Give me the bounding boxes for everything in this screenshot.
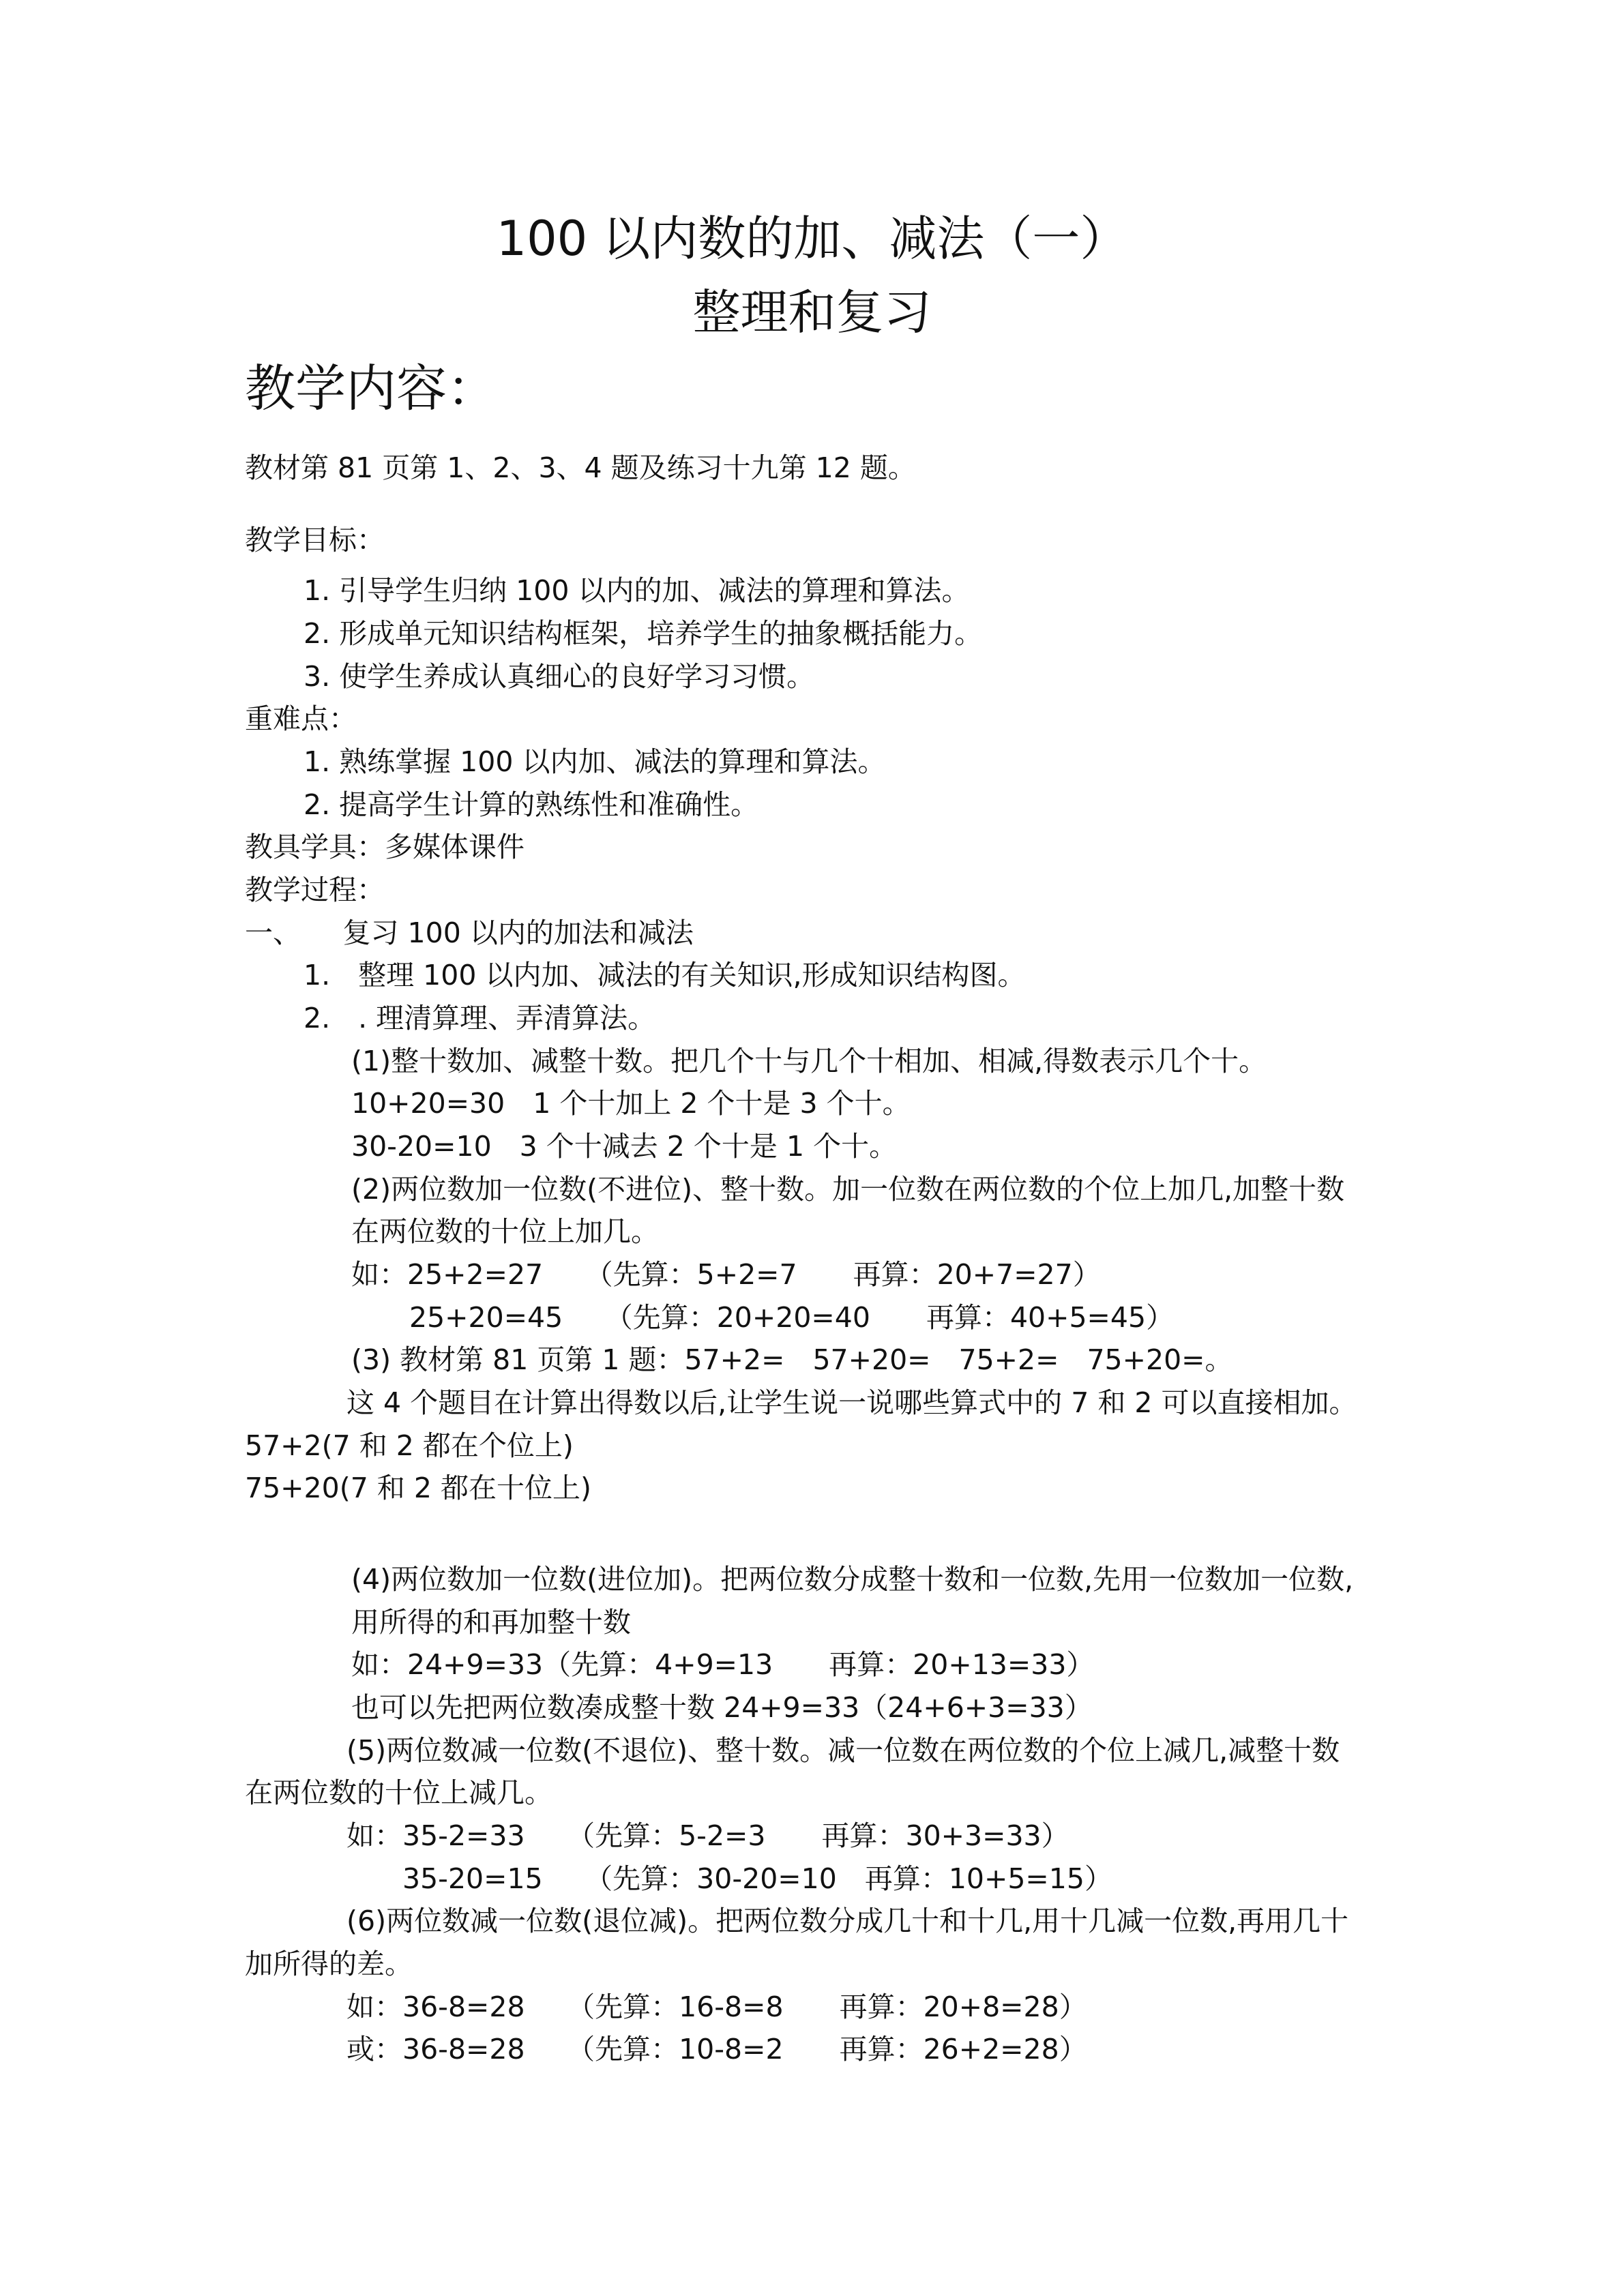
section-heading: 教学内容：: [245, 359, 497, 418]
text-line: (1)整十数加、减整十数。把几个十与几个十相加、相减,得数表示几个十。: [351, 1045, 1267, 1077]
text-line: 如：36-8=28 （先算：16-8=8 再算：20+8=28）: [346, 1991, 1087, 2023]
text-line: 35-20=15 （先算：30-20=10 再算：10+5=15）: [402, 1862, 1112, 1895]
text-line: (4)两位数加一位数(进位加)。把两位数分成整十数和一位数,先用一位数加一位数,: [351, 1563, 1354, 1596]
text-line: (2)两位数加一位数(不进位)、整十数。加一位数在两位数的个位上加几,加整十数: [351, 1173, 1345, 1206]
text-line: 也可以先把两位数凑成整十数 24+9=33（24+6+3=33）: [351, 1691, 1093, 1724]
text-line: 1. 整理 100 以内加、减法的有关知识,形成知识结构图。: [304, 959, 1026, 992]
text-line: 这 4 个题目在计算出得数以后,让学生说一说哪些算式中的 7 和 2 可以直接相加。: [346, 1386, 1357, 1419]
text-line: (5)两位数减一位数(不退位)、整十数。减一位数在两位数的个位上减几,减整十数: [346, 1734, 1340, 1767]
text-line: 2. . 理清算理、弄清算法。: [304, 1002, 656, 1034]
text-line: 3. 使学生养成认真细心的良好学习习惯。: [304, 660, 815, 693]
text-line: 25+20=45 （先算：20+20=40 再算：40+5=45）: [409, 1301, 1175, 1334]
text-line: 10+20=30 1 个十加上 2 个十是 3 个十。: [351, 1087, 911, 1120]
text-line: 或：36-8=28 （先算：10-8=2 再算：26+2=28）: [346, 2033, 1087, 2066]
text-line: 重难点：: [245, 702, 357, 735]
text-line: 如：35-2=33 （先算：5-2=3 再算：30+3=33）: [346, 1819, 1069, 1852]
text-line: 如：25+2=27 （先算：5+2=7 再算：20+7=27）: [351, 1258, 1101, 1291]
text-line: 在两位数的十位上加几。: [351, 1215, 659, 1248]
text-line: 57+2(7 和 2 都在个位上): [245, 1429, 574, 1462]
text-line: 用所得的和再加整十数: [351, 1606, 631, 1639]
text-line: 1. 熟练掌握 100 以内加、减法的算理和算法。: [304, 745, 886, 778]
text-line: 教学过程：: [245, 874, 385, 906]
text-line: 1. 引导学生归纳 100 以内的加、减法的算理和算法。: [304, 574, 970, 607]
text-line: (3) 教材第 81 页第 1 题：57+2= 57+20= 75+2= 75+20=。: [351, 1343, 1233, 1376]
text-line: (6)两位数减一位数(退位减)。把两位数分成几十和十几,用十几减一位数,再用几十: [346, 1905, 1349, 1937]
text-line: 在两位数的十位上减几。: [245, 1776, 552, 1809]
text-line: 75+20(7 和 2 都在十位上): [245, 1472, 591, 1504]
text-line: 如：24+9=33（先算：4+9=13 再算：20+13=33）: [351, 1648, 1095, 1681]
text-line: 2. 提高学生计算的熟练性和准确性。: [304, 788, 759, 821]
doc-title: 100 以内数的加、减法（一）: [496, 211, 1128, 267]
text-line: 加所得的差。: [245, 1948, 413, 1980]
text-line: 教材第 81 页第 1、2、3、4 题及练习十九第 12 题。: [245, 451, 916, 484]
text-line: 教具学具：多媒体课件: [245, 831, 525, 863]
text-line: 教学目标：: [245, 524, 385, 556]
text-line: 30-20=10 3 个十减去 2 个十是 1 个十。: [351, 1130, 898, 1163]
doc-subtitle: 整理和复习: [692, 284, 932, 340]
text-line: 一、 复习 100 以内的加法和减法: [245, 916, 694, 949]
text-line: 2. 形成单元知识结构框架，培养学生的抽象概括能力。: [304, 617, 983, 650]
